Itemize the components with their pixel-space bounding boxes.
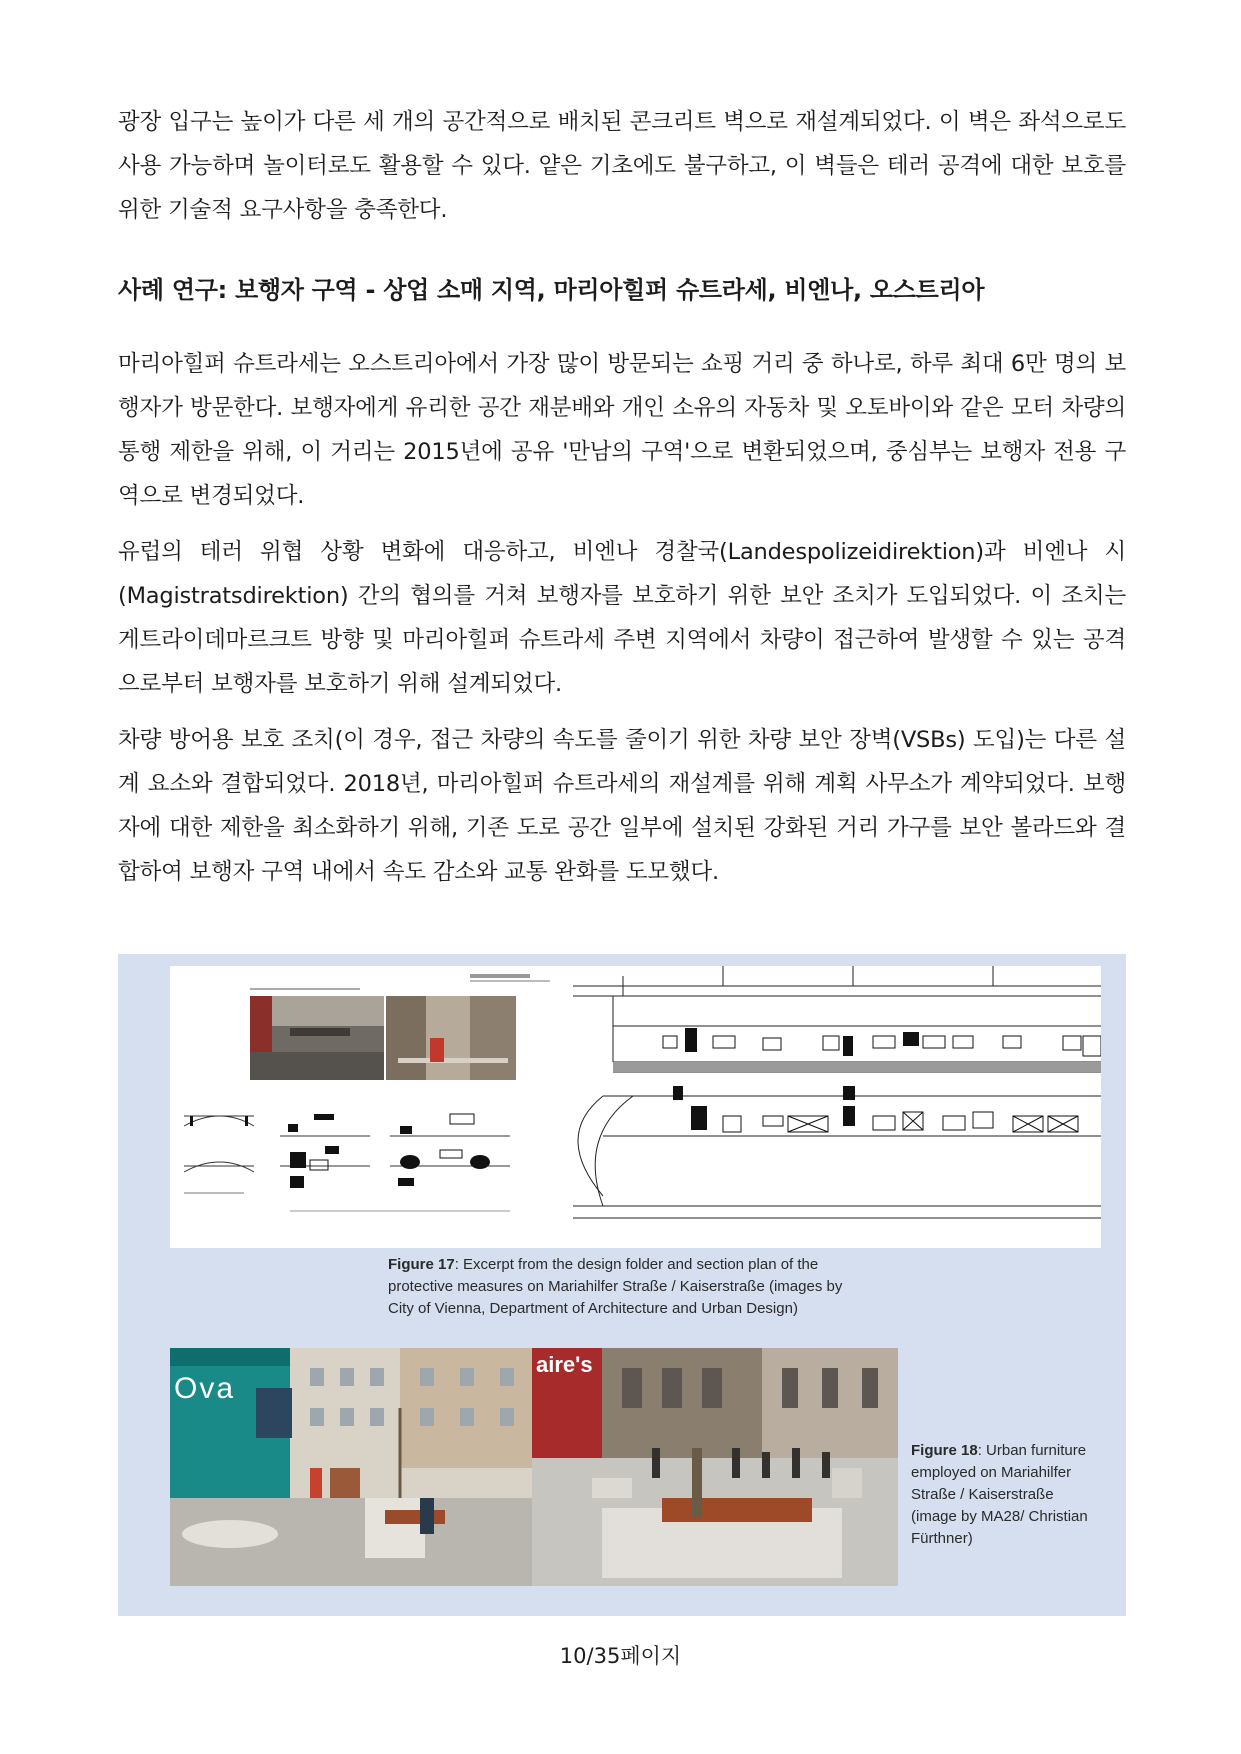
intro-paragraph: 광장 입구는 높이가 다른 세 개의 공간적으로 배치된 콘크리트 벽으로 재설계되었다. 이 벽은 좌석으로도 사용 가능하며 놀이터로도 활용할 수 있다. 얕은 기초에도 불구하고, 이 벽들은 테러 공격에 대한 보호를 위한 기술적 요구사항을 충족한다. xyxy=(118,109,1126,223)
figure-17-caption xyxy=(388,1254,868,1320)
paragraph-security-measures: 유럽의 테러 위협 상황 변화에 대응하고, 비엔나 경찰국(Landespolizeidirektion)과 비엔나 시(Magistratsdirektion) 간의 협의를 거쳐 보행자를 보호하기 위한 보안 조치가 도입되었다. 이 조치는 게트라이데마르크트 방향 및 마리아힐퍼 슈트라세 주변 지역에서 차량이 접근하여 발생할 수 있는 공격으로부터 보행자를 보호하기 위해 설계되었다. xyxy=(118,539,1126,697)
case-study-heading: 사례 연구: 보행자 구역 - 상업 소매 지역, 마리아힐퍼 슈트라세, 비엔나, 오스트리아 xyxy=(118,276,985,304)
figure-17-label: Figure 17 xyxy=(388,1256,455,1273)
section-plan-image xyxy=(573,966,1101,1248)
figure-18-text: : Urban furniture employed on Mariahilfer Straße / Kaiserstraße (image by MA28/ Christian Fürthner) xyxy=(911,1442,1088,1547)
paragraph-vsb: 차량 방어용 보호 조치(이 경우, 접근 차량의 속도를 줄이기 위한 차량 보안 장벽(VSBs) 도입)는 다른 설계 요소와 결합되었다. 2018년, 마리아힐퍼 슈트라세의 재설계를 위해 계획 사무소가 계약되었다. 보행자에 대한 제한을 최소화하기 위해, 기존 도로 공간 일부에 설치된 강화된 거리 가구를 보안 볼라드와 결합하여 보행자 구역 내에서 속도 감소와 교통 완화를 도모했다. xyxy=(118,727,1126,885)
street-photo-right xyxy=(532,1348,898,1586)
paragraph-mariahilfer: 마리아힐퍼 슈트라세는 오스트리아에서 가장 많이 방문되는 쇼핑 거리 중 하나로, 하루 최대 6만 명의 보행자가 방문한다. 보행자에게 유리한 공간 재분배와 개인 소유의 자동차 및 오토바이와 같은 모터 차량의 통행 제한을 위해, 이 거리는 2015년에 공유 '만남의 구역'으로 변환되었으며, 중심부는 보행자 전용 구역으로 변경되었다. xyxy=(118,351,1126,509)
page-number: 10/35페이지 xyxy=(559,1644,682,1668)
figure-17-text: : Excerpt from the design folder and section plan of the protective measures on Mariahilfer Straße / Kaiserstraße (images by City of Vienna, Department of Architecture and Urban Design) xyxy=(388,1256,843,1317)
figure-18-label: Figure 18 xyxy=(911,1442,978,1459)
figure-18-caption xyxy=(911,1440,1091,1550)
street-photo-left xyxy=(170,1348,532,1586)
storefront-sign-ova: Ova xyxy=(174,1372,236,1405)
figure-panel xyxy=(118,954,1126,1616)
design-folder-image xyxy=(170,966,573,1248)
storefront-sign-aires: aire's xyxy=(536,1352,593,1377)
